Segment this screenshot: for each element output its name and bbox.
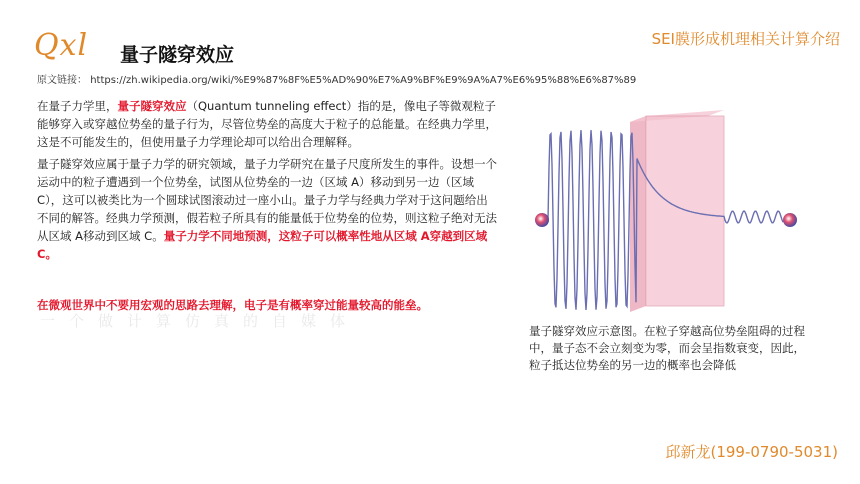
figure-caption: 量子隧穿效应示意图。在粒子穿越高位势垒阻碍的过程中，量子态不会立刻变为零，而会呈指数衰变，因此，粒子抵达位势垒的另一边的概率也会降低	[529, 324, 805, 372]
page-title: 量子隧穿效应	[120, 44, 235, 66]
explanation-text: 量子隧穿效应属于量子力学的研究领域，量子力学研究在量子尺度所发生的事件。设想一个运动中的粒子遭遇到一个位势垒，试图从位势垒的一边（区域 A）移动到另一边（区域 C），这可以被类比为一个圆球试图滚动过一座小山。量子力学与经典力学对于这问题给出不同的解答。经典力学预测，假若粒子所具有的能量低于位势垒的位势，则这粒子绝对无法从区域 A移动到区域 C。	[37, 157, 497, 243]
tunneling-diagram	[528, 108, 828, 318]
contact-info: 邱新龙(199-0790-5031)	[665, 443, 838, 461]
logo: Qxl	[34, 28, 89, 63]
intro-text-b: （Quantum tunneling effect）指的是，像电子等微观粒子能够穿入或穿越位势垒的量子行为，尽管位势垒的高度大于粒子的总能量。在经典力学里，这是不可能发生的，但使用量子力学理论却可以给出合理解释。	[37, 99, 497, 149]
series-title: SEI膜形成机理相关计算介绍	[651, 30, 840, 48]
incident-particle	[535, 213, 549, 227]
explanation-highlight: 量子力学不同地预测，这粒子可以概率性地从区域 A穿越到区域 C。	[37, 229, 488, 261]
paragraph-explanation	[37, 155, 497, 263]
source-url[interactable]: https://zh.wikipedia.org/wiki/%E9%87%8F%E5%AD%90%E7%A9%BF%E9%9A%A7%E6%95%88%E6%87%89	[90, 75, 637, 86]
paragraph-summary: 在微观世界中不要用宏观的思路去理解，电子是有概率穿过能量较高的能垒。	[37, 298, 428, 312]
transmitted-particle	[783, 213, 797, 227]
watermark-text: 一个做计算仿真的自媒体	[40, 312, 360, 330]
intro-text-a: 在量子力学里，	[37, 99, 118, 113]
barrier-front	[646, 116, 724, 306]
paragraph-intro	[37, 97, 497, 151]
source-link-line	[37, 71, 636, 86]
term-highlight: 量子隧穿效应	[117, 99, 187, 113]
source-label: 原文链接：	[37, 75, 87, 86]
